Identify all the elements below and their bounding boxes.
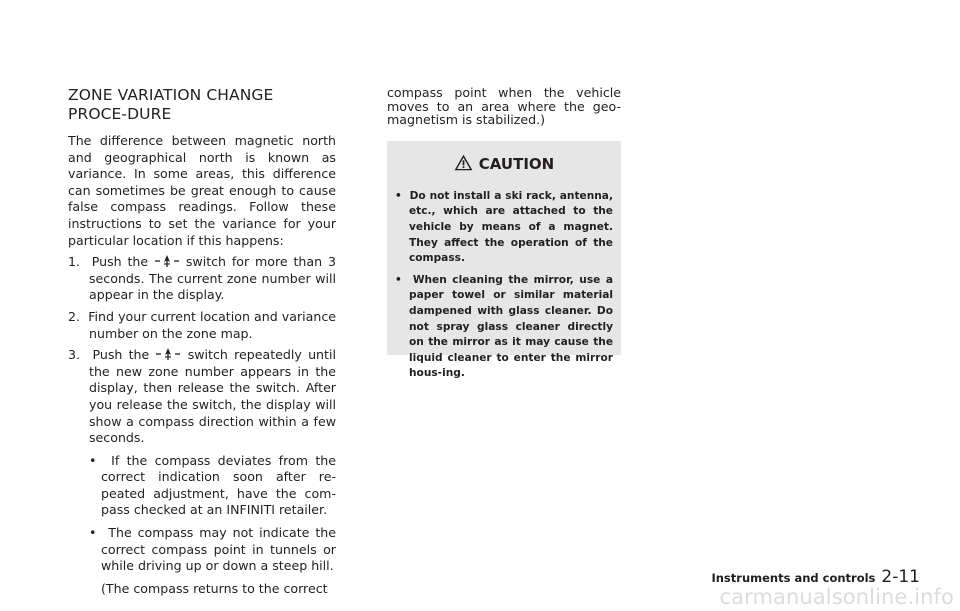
section-heading: ZONE VARIATION CHANGE PROCE-DURE: [68, 86, 274, 123]
caution-item: [395, 189, 613, 267]
left-column: [68, 86, 336, 597]
note-bullet: [89, 525, 336, 575]
step-text-after: switch for more than 3 seconds. The current zone number will appear in the display.: [89, 254, 336, 303]
step-1: [68, 254, 336, 304]
step-text-before: Push the: [92, 347, 150, 363]
caution-text: Do not install a ski rack, antenna, etc., which are attached to the vehicle by means of a magnet. They affect the operation of the compass.: [409, 189, 613, 265]
page-footer: [711, 567, 920, 587]
footer-section-title: Instruments and controls: [711, 571, 876, 585]
step-number: 2.: [68, 308, 81, 324]
caution-text: When cleaning the mirror, use a paper towel or similar material dampened with glass cleaner. Do not spray glass cleaner directly on the mirror as it may cause the liquid cleaner to enter the mirror hous-ing.: [409, 273, 613, 380]
caution-list: [395, 189, 613, 388]
caution-title: CAUTION: [478, 154, 555, 173]
page-number: 2-11: [881, 567, 920, 587]
bullet-mark: •: [395, 189, 402, 202]
note-continuation-start: (The compass returns to the correct: [101, 580, 328, 596]
caution-item: [395, 273, 613, 382]
warning-triangle-icon: [454, 154, 473, 171]
caution-header: [387, 154, 621, 173]
note-text: If the compass deviates from the correct indication soon after re-peated adjustment, have the com-pass checked at an INFINITI retailer.: [101, 452, 336, 518]
step-text-before: Push the: [91, 254, 149, 270]
step-text-after: switch repeatedly until the new zone number appears in the display, then release the switch. After you release the switch, the display will show a compass direction within a few seconds.: [89, 347, 336, 446]
step-number: 3.: [68, 347, 81, 363]
step-text: Find your current location and variance number on the zone map.: [88, 308, 336, 341]
step-2: [68, 309, 336, 342]
compass-switch-icon: [155, 347, 181, 361]
note-bullet: [89, 453, 336, 519]
bullet-mark: •: [395, 273, 402, 286]
caution-box: [387, 141, 621, 380]
watermark: carmanualsonline.info: [719, 585, 954, 609]
step-number: 1.: [68, 254, 81, 270]
compass-switch-icon: [154, 254, 180, 268]
right-column: [387, 85, 621, 380]
intro-paragraph: The difference between magnetic north and geographical north is known as variance. In some areas, this difference can sometimes be great enough to cause false compass readings. Follow these instructions to set the variance for your particular location if this happens:: [68, 133, 336, 248]
bullet-mark: •: [89, 525, 97, 541]
bullet-mark: •: [89, 452, 97, 468]
note-text: The compass may not indicate the correct compass point in tunnels or while driving up or down a steep hill.: [101, 525, 336, 574]
step-3: [68, 347, 336, 447]
note-continuation-end: compass point when the vehicle moves to an area where the geo-magnetism is stabilized.): [387, 85, 621, 128]
